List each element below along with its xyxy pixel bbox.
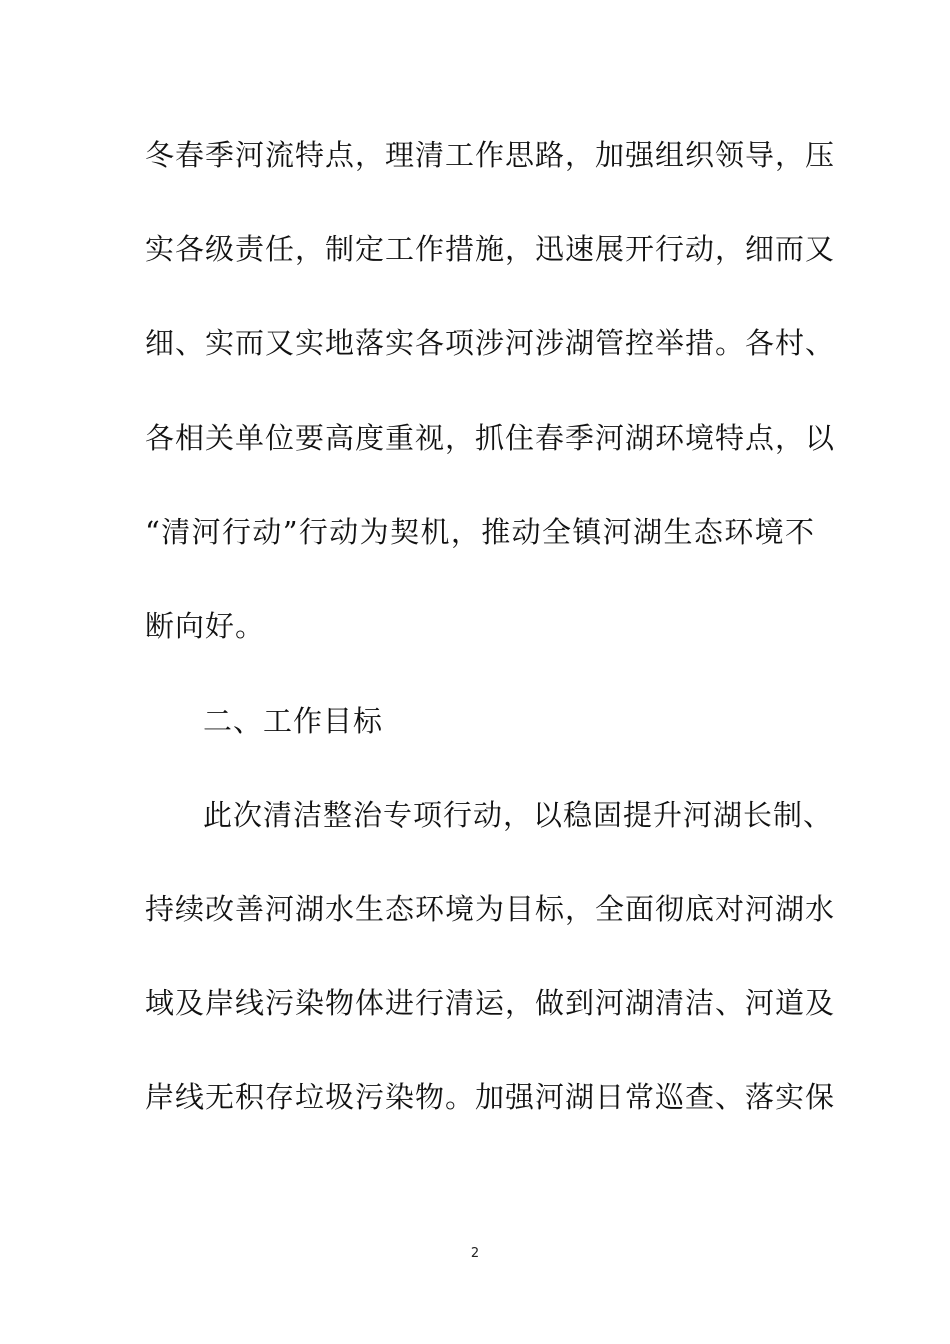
section-heading: 二、工作目标 xyxy=(203,704,384,738)
body-text-line: 域及岸线污染物体进行清运，做到河湖清洁、河道及 xyxy=(145,986,836,1020)
body-text-line: 冬春季河流特点，理清工作思路，加强组织领导，压 xyxy=(145,138,836,172)
body-text-line: 岸线无积存垃圾污染物。加强河湖日常巡查、落实保 xyxy=(145,1080,836,1114)
page-number: 2 xyxy=(470,1246,480,1261)
body-text-line: 各相关单位要高度重视，抓住春季河湖环境特点，以 xyxy=(145,421,836,455)
body-text-line: 断向好。 xyxy=(145,609,266,643)
body-text-line: 持续改善河湖水生态环境为目标，全面彻底对河湖水 xyxy=(145,892,836,926)
body-text-line: 此次清洁整治专项行动，以稳固提升河湖长制、 xyxy=(203,798,834,832)
body-text-line: 实各级责任，制定工作措施，迅速展开行动，细而又 xyxy=(145,232,836,266)
body-text-line: 细、实而又实地落实各项涉河涉湖管控举措。各村、 xyxy=(145,326,836,360)
body-text-line: “清河行动”行动为契机，推动全镇河湖生态环境不 xyxy=(145,515,815,549)
